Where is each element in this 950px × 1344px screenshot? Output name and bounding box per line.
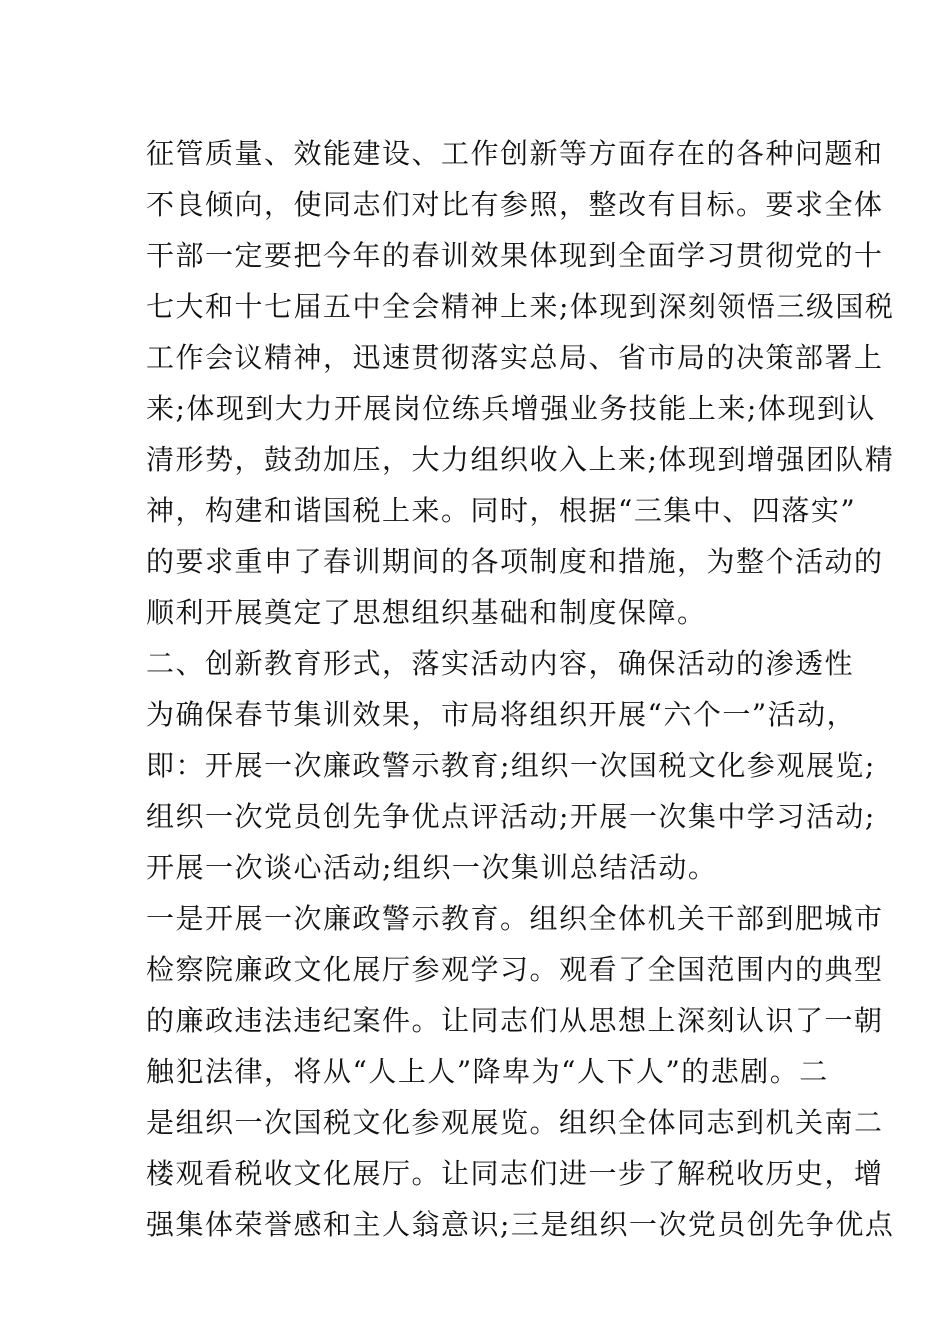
- text-line-15: 开展一次谈心活动;组织一次集训总结活动。: [146, 851, 718, 884]
- text-line-2: 不良倾向，使同志们对比有参照，整改有目标。要求全体: [146, 188, 884, 221]
- text-line-13: 即：开展一次廉政警示教育;组织一次国税文化参观展览;: [146, 749, 876, 782]
- text-line-7: 清形势，鼓劲加压，大力组织收入上来;体现到增强团队精: [146, 443, 895, 476]
- text-line-17: 检察院廉政文化展厅参观学习。观看了全国范围内的典型: [146, 953, 884, 986]
- text-line-21: 楼观看税收文化展厅。让同志们进一步了解税收历史，增: [146, 1157, 884, 1190]
- text-line-1: 征管质量、效能建设、工作创新等方面存在的各种问题和: [146, 137, 884, 170]
- text-line-16: 一是开展一次廉政警示教育。组织全体机关干部到肥城市: [146, 902, 884, 935]
- text-line-9: 的要求重申了春训期间的各项制度和措施，为整个活动的: [146, 545, 884, 578]
- body-text: [146, 128, 895, 1250]
- text-line-14: 组织一次党员创先争优点评活动;开展一次集中学习活动;: [146, 800, 876, 833]
- text-line-22: 强集体荣誉感和主人翁意识;三是组织一次党员创先争优点: [146, 1208, 895, 1241]
- section-heading: 二、创新教育形式，落实活动内容，确保活动的渗透性: [146, 647, 855, 680]
- text-line-19: 触犯法律，将从“人上人”降卑为“人下人”的悲剧。二: [146, 1055, 829, 1088]
- text-line-12: 为确保春节集训效果，市局将组织开展“六个一”活动，: [146, 698, 857, 731]
- text-line-3: 干部一定要把今年的春训效果体现到全面学习贯彻党的十: [146, 239, 884, 272]
- text-line-18: 的廉政违法违纪案件。让同志们从思想上深刻认识了一朝: [146, 1004, 884, 1037]
- text-line-6: 来;体现到大力开展岗位练兵增强业务技能上来;体现到认: [146, 392, 876, 425]
- text-line-10: 顺利开展奠定了思想组织基础和制度保障。: [146, 596, 707, 629]
- text-line-8: 神，构建和谐国税上来。同时，根据“三集中、四落实”: [146, 494, 857, 527]
- text-line-5: 工作会议精神，迅速贯彻落实总局、省市局的决策部署上: [146, 341, 884, 374]
- text-line-20: 是组织一次国税文化参观展览。组织全体同志到机关南二: [146, 1106, 884, 1139]
- text-line-4: 七大和十七届五中全会精神上来;体现到深刻领悟三级国税: [146, 290, 895, 323]
